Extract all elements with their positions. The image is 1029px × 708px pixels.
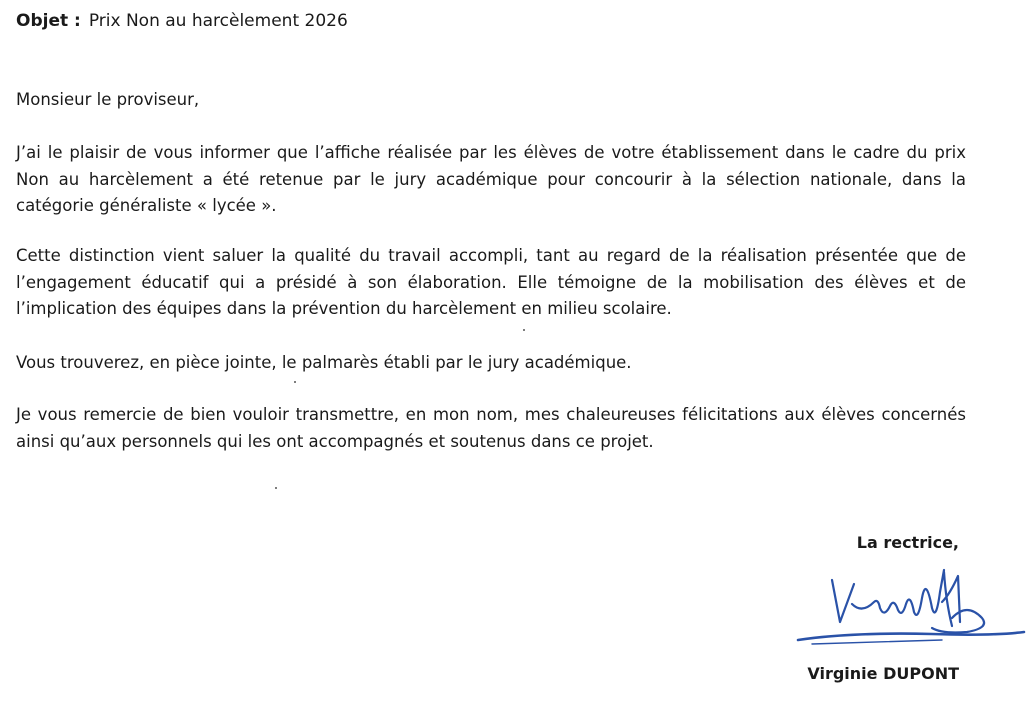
scan-speck (275, 487, 277, 489)
signature-title: La rectrice, (856, 533, 959, 552)
paragraph-announcement: J’ai le plaisir de vous informer que l’affiche réalisée par les élèves de votre établissement dans le cadre du prix Non au harcèlement a été retenue par le jury académique pour concourir à la sélection nationale, dans la catégorie généraliste « lycée ». (16, 143, 966, 215)
paragraph-attachment: Vous trouverez, en pièce jointe, le palmarès établi par le jury académique. (16, 353, 632, 372)
handwritten-signature (792, 562, 1027, 657)
scan-speck (294, 381, 296, 383)
paragraph-congratulations: Je vous remercie de bien vouloir transmettre, en mon nom, mes chaleureuses félicitations aux élèves concernés ainsi qu’aux personnels qui les ont accompagnés et soutenus dans ce projet. (16, 405, 966, 451)
subject-text: Prix Non au harcèlement 2026 (88, 11, 348, 31)
scan-speck (523, 329, 525, 331)
salutation: Monsieur le proviseur, (16, 90, 200, 109)
paragraph-distinction: Cette distinction vient saluer la qualité du travail accompli, tant au regard de la réalisation présentée que de l’engagement éducatif qui a présidé à son élaboration. Elle témoigne de la mobilisation des élèves et de l’implication des équipes dans la prévention du harcèlement en milieu scolaire. (16, 246, 966, 318)
subject-line (16, 10, 348, 32)
signatory-name: Virginie DUPONT (807, 664, 959, 683)
subject-label: Objet : (16, 11, 81, 31)
